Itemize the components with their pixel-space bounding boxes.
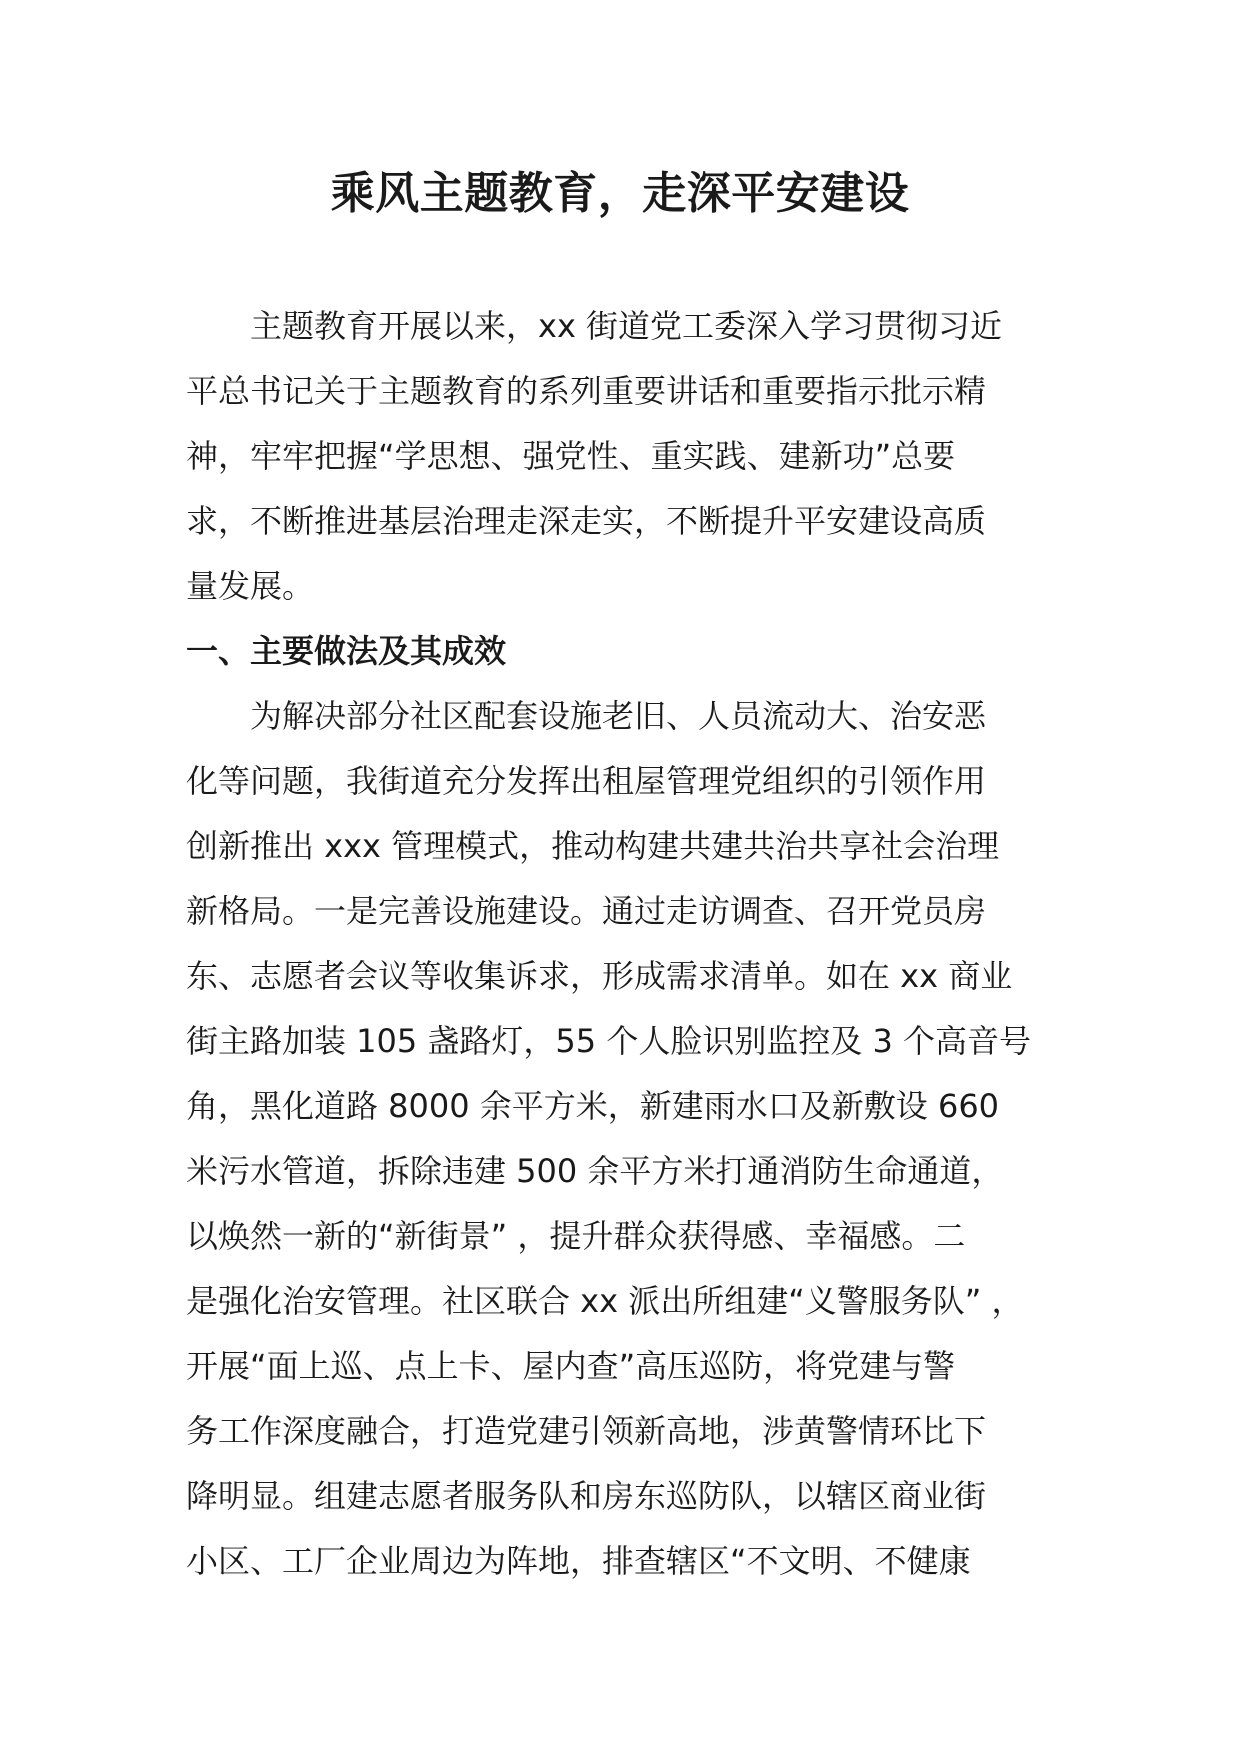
paragraph-line: 神，牢牢把握“学思想、强党性、重实践、建新功”总要 — [186, 437, 956, 475]
paragraph-line: 以焕然一新的“新街景” ，提升群众获得感、幸福感。二 — [186, 1217, 966, 1255]
paragraph-line: 小区、工厂企业周边为阵地，排查辖区“不文明、不健康 — [186, 1542, 971, 1580]
paragraph-line: 角，黑化道路 8000 余平方米，新建雨水口及新敷设 660 — [186, 1087, 1000, 1125]
paragraph-line: 求，不断推进基层治理走深走实，不断提升平安建设高质 — [186, 502, 987, 540]
paragraph-line: 新格局。一是完善设施建设。通过走访调查、召开党员房 — [186, 892, 987, 930]
paragraph-line: 务工作深度融合，打造党建引领新高地，涉黄警情环比下 — [186, 1412, 987, 1450]
paragraph-line: 化等问题，我街道充分发挥出租屋管理党组织的引领作用 — [186, 762, 987, 800]
document-body — [186, 294, 1066, 1594]
paragraph-line: 平总书记关于主题教育的系列重要讲话和重要指示批示精 — [186, 372, 987, 410]
paragraph-line: 主题教育开展以来，xx 街道党工委深入学习贯彻习近 — [250, 307, 1003, 345]
paragraph-line: 开展“面上巡、点上卡、屋内查”高压巡防，将党建与警 — [186, 1347, 956, 1385]
document-title: 乘风主题教育，走深平安建设 — [330, 168, 910, 219]
paragraph-line: 是强化治安管理。社区联合 xx 派出所组建“义警服务队” ， — [186, 1282, 1024, 1320]
paragraph-line: 东、志愿者会议等收集诉求，形成需求清单。如在 xx 商业 — [186, 957, 1013, 995]
section-heading: 一、主要做法及其成效 — [186, 632, 507, 670]
paragraph-line: 为解决部分社区配套设施老旧、人员流动大、治安恶 — [250, 697, 987, 735]
paragraph-line: 量发展。 — [186, 567, 315, 605]
paragraph-line: 降明显。组建志愿者服务队和房东巡防队，以辖区商业街 — [186, 1477, 987, 1515]
paragraph-line: 米污水管道，拆除违建 500 余平方米打通消防生命通道， — [186, 1152, 1004, 1190]
paragraph-line: 创新推出 xxx 管理模式，推动构建共建共治共享社会治理 — [186, 827, 1000, 865]
paragraph-line: 街主路加装 105 盏路灯，55 个人脸识别监控及 3 个高音号 — [186, 1022, 1032, 1060]
